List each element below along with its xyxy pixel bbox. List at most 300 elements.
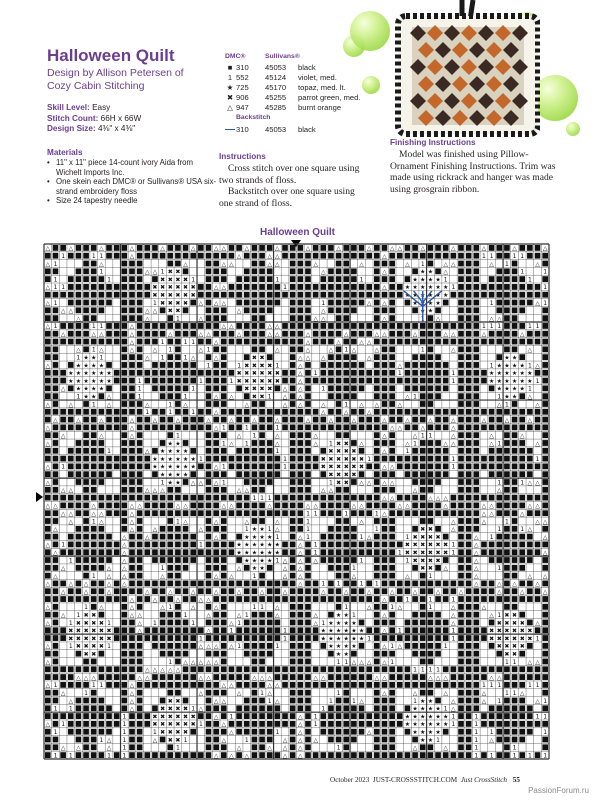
stitch-symbol: ★ bbox=[267, 541, 273, 549]
stitch-black bbox=[99, 596, 105, 602]
stitch-black bbox=[221, 495, 227, 501]
stitch-symbol: ★ bbox=[443, 292, 449, 300]
stitch-black bbox=[366, 713, 372, 719]
stitch-black bbox=[206, 518, 212, 524]
stitch-black bbox=[504, 503, 510, 509]
stitch-symbol: 1 bbox=[535, 323, 540, 331]
stitch-symbol: 1 bbox=[68, 619, 73, 627]
stitch-black bbox=[198, 682, 204, 688]
stitch-black bbox=[405, 378, 411, 384]
stitch-black bbox=[466, 292, 472, 298]
stitch-black bbox=[198, 503, 204, 509]
stitch-black bbox=[68, 534, 74, 540]
stitch-symbol: △ bbox=[213, 643, 219, 651]
stitch-symbol: 1 bbox=[229, 713, 234, 721]
stitch-symbol: ✖ bbox=[351, 448, 357, 456]
stitch-symbol: △ bbox=[275, 346, 280, 354]
stitch-black bbox=[420, 378, 426, 384]
stitch-symbol: △ bbox=[252, 416, 257, 424]
stitch-black bbox=[259, 659, 265, 665]
stitch-symbol: △ bbox=[213, 409, 219, 417]
stitch-black bbox=[68, 674, 74, 680]
stitch-black bbox=[244, 409, 250, 415]
stitch-symbol: 1 bbox=[527, 385, 532, 393]
stitch-symbol: 1 bbox=[321, 299, 326, 307]
stitch-black bbox=[519, 409, 525, 415]
stitch-black bbox=[473, 284, 479, 290]
stitch-black bbox=[359, 323, 365, 329]
stitch-black bbox=[428, 323, 434, 329]
stitch-symbol: ✖ bbox=[244, 385, 250, 393]
stitch-black bbox=[504, 253, 510, 259]
stitch-black bbox=[91, 456, 97, 462]
stitch-black bbox=[206, 378, 212, 384]
stitch-symbol: ★ bbox=[335, 611, 342, 619]
stitch-symbol: △ bbox=[106, 565, 112, 573]
stitch-black bbox=[298, 300, 304, 306]
stitch-black bbox=[190, 729, 196, 735]
stitch-black bbox=[206, 393, 212, 399]
stitch-symbol: △ bbox=[267, 682, 273, 690]
stitch-symbol: △ bbox=[320, 401, 326, 409]
stitch-symbol: 1 bbox=[374, 526, 379, 534]
stitch-black bbox=[76, 705, 82, 711]
stitch-symbol: ✖ bbox=[274, 370, 280, 378]
stitch-black bbox=[397, 339, 403, 345]
stitch-symbol: △ bbox=[152, 307, 158, 315]
stitch-black bbox=[236, 456, 242, 462]
stitch-black bbox=[374, 261, 380, 267]
stitch-symbol: ★ bbox=[412, 276, 418, 284]
stitch-black bbox=[374, 268, 380, 274]
stitch-symbol: 1 bbox=[520, 479, 525, 487]
stitch-black bbox=[114, 339, 120, 345]
stitch-black bbox=[83, 752, 89, 758]
stitch-black bbox=[466, 487, 472, 493]
stitch-black bbox=[527, 253, 533, 259]
stitch-black bbox=[167, 534, 173, 540]
stitch-black bbox=[290, 744, 296, 750]
stitch-black bbox=[458, 674, 464, 680]
stitch-black bbox=[542, 315, 548, 321]
stitch-black bbox=[473, 346, 479, 352]
stitch-black bbox=[129, 284, 135, 290]
stitch-black bbox=[45, 651, 51, 657]
stitch-black bbox=[60, 674, 66, 680]
stitch-black bbox=[114, 542, 120, 548]
stitch-black bbox=[343, 424, 349, 430]
stitch-symbol: 1 bbox=[451, 455, 456, 463]
stitch-black bbox=[512, 432, 518, 438]
stitch-black bbox=[45, 292, 51, 298]
stitch-black bbox=[91, 713, 97, 719]
stitch-black bbox=[389, 346, 395, 352]
stitch-black bbox=[236, 292, 242, 298]
stitch-black bbox=[535, 370, 541, 376]
stitch-black bbox=[397, 495, 403, 501]
stitch-black bbox=[167, 253, 173, 259]
stitch-symbol: 1 bbox=[336, 689, 341, 697]
stitch-symbol: ✖ bbox=[496, 627, 502, 635]
stitch-symbol: ✖ bbox=[175, 299, 181, 307]
stitch-symbol: ✖ bbox=[512, 643, 518, 651]
stitch-black bbox=[535, 627, 541, 633]
stitch-symbol: △ bbox=[382, 627, 387, 635]
stitch-symbol: △ bbox=[366, 245, 372, 253]
stitch-symbol: 1 bbox=[198, 377, 203, 385]
stitch-black bbox=[229, 542, 235, 548]
stitch-symbol: 1 bbox=[260, 604, 264, 612]
stitch-symbol: ★ bbox=[435, 284, 441, 292]
stitch-symbol: △ bbox=[313, 432, 318, 440]
stitch-black bbox=[458, 713, 464, 719]
stitch-black bbox=[374, 612, 380, 618]
stitch-black bbox=[45, 385, 51, 391]
stitch-black bbox=[420, 620, 426, 626]
stitch-black bbox=[443, 409, 449, 415]
stitch-black bbox=[53, 479, 59, 485]
stitch-black bbox=[290, 261, 296, 267]
stitch-symbol: ✖ bbox=[435, 533, 441, 541]
stitch-symbol: ★ bbox=[496, 362, 502, 370]
stitch-black bbox=[328, 588, 334, 594]
stitch-black bbox=[473, 643, 479, 649]
stitch-symbol: ★ bbox=[335, 619, 342, 627]
stitch-black bbox=[405, 362, 411, 368]
stitch-black bbox=[221, 604, 227, 610]
stitch-black bbox=[282, 581, 288, 587]
stitch-symbol: ✖ bbox=[91, 650, 97, 658]
stitch-symbol: ★ bbox=[175, 455, 181, 463]
stitch-black bbox=[106, 682, 112, 688]
stitch-black bbox=[106, 705, 112, 711]
stitch-symbol: △ bbox=[298, 713, 303, 721]
stitch-black bbox=[83, 276, 89, 282]
stitch-symbol: ✖ bbox=[259, 393, 265, 401]
stitch-black bbox=[320, 276, 326, 282]
stitch-black bbox=[175, 424, 181, 430]
stitch-symbol: 1 bbox=[168, 346, 173, 354]
stitch-black bbox=[428, 487, 434, 493]
stitch-black bbox=[198, 627, 204, 633]
stitch-black bbox=[351, 666, 357, 672]
stitch-black bbox=[122, 432, 128, 438]
stitch-symbol: ★ bbox=[519, 385, 525, 393]
stitch-black bbox=[152, 581, 158, 587]
stitch-black bbox=[206, 339, 212, 345]
stitch-symbol: 1 bbox=[306, 510, 310, 518]
stitch-symbol: ✖ bbox=[91, 643, 97, 651]
stitch-black bbox=[275, 503, 281, 509]
stitch-black bbox=[275, 752, 281, 758]
stitch-black bbox=[259, 705, 265, 711]
stitch-black bbox=[76, 300, 82, 306]
stitch-symbol: △ bbox=[106, 588, 112, 596]
stitch-black bbox=[359, 378, 365, 384]
stitch-symbol: △ bbox=[382, 284, 387, 292]
stitch-black bbox=[389, 627, 395, 633]
stitch-black bbox=[122, 643, 128, 649]
stitch-black bbox=[252, 487, 258, 493]
stitch-black bbox=[397, 674, 403, 680]
stitch-black bbox=[428, 510, 434, 516]
stitch-black bbox=[420, 643, 426, 649]
stitch-black bbox=[53, 674, 59, 680]
stitch-black bbox=[114, 292, 120, 298]
stitch-black bbox=[45, 354, 51, 360]
stitch-black bbox=[336, 378, 342, 384]
stitch-black bbox=[83, 698, 89, 704]
stitch-black bbox=[137, 362, 143, 368]
stitch-black bbox=[106, 503, 112, 509]
stitch-black bbox=[542, 479, 548, 485]
stitch-black bbox=[45, 495, 51, 501]
stitch-black bbox=[282, 245, 288, 251]
stitch-black bbox=[282, 378, 288, 384]
stitch-black bbox=[190, 627, 196, 633]
stitch-symbol: ★ bbox=[98, 370, 105, 378]
stitch-black bbox=[519, 534, 525, 540]
stitch-black bbox=[53, 737, 59, 743]
stitch-symbol: 1 bbox=[160, 268, 165, 276]
stitch-black bbox=[267, 510, 273, 516]
stitch-black bbox=[99, 721, 105, 727]
stitch-black bbox=[443, 339, 449, 345]
stitch-black bbox=[206, 245, 212, 251]
stitch-symbol: 1 bbox=[474, 728, 479, 736]
stitch-symbol: ✖ bbox=[106, 635, 112, 643]
stitch-black bbox=[129, 300, 135, 306]
stitch-black bbox=[290, 331, 296, 337]
stitch-black bbox=[68, 729, 74, 735]
stitch-black bbox=[351, 362, 357, 368]
stitch-symbol: △ bbox=[106, 401, 112, 409]
stitch-black bbox=[45, 573, 51, 579]
stitch-black bbox=[397, 752, 403, 758]
stitch-black bbox=[542, 526, 548, 532]
stitch-symbol: △ bbox=[213, 463, 219, 471]
stitch-black bbox=[389, 729, 395, 735]
stitch-symbol: ★ bbox=[159, 463, 166, 471]
stitch-black bbox=[298, 339, 304, 345]
stitch-black bbox=[91, 534, 97, 540]
stitch-black bbox=[512, 307, 518, 313]
stitch-black bbox=[489, 549, 495, 555]
stitch-symbol: △ bbox=[481, 245, 487, 253]
stitch-black bbox=[412, 752, 418, 758]
stitch-black bbox=[466, 690, 472, 696]
stitch-symbol: △ bbox=[382, 416, 387, 424]
stitch-symbol: 1 bbox=[244, 611, 249, 619]
stitch-black bbox=[519, 721, 525, 727]
stitch-black bbox=[114, 409, 120, 415]
stitch-black bbox=[167, 245, 173, 251]
stitch-symbol: 1 bbox=[53, 284, 58, 292]
stitch-black bbox=[542, 651, 548, 657]
stitch-symbol: △ bbox=[229, 502, 234, 510]
stitch-symbol: 1 bbox=[497, 682, 502, 690]
stitch-black bbox=[99, 456, 105, 462]
stitch-symbol: △ bbox=[122, 541, 127, 549]
stitch-black bbox=[290, 268, 296, 274]
stitch-symbol: 1 bbox=[175, 744, 180, 752]
stitch-symbol: ✖ bbox=[443, 541, 449, 549]
stitch-symbol: 1 bbox=[443, 643, 448, 651]
stitch-symbol: △ bbox=[99, 260, 104, 268]
stitch-black bbox=[213, 557, 219, 563]
stitch-symbol: △ bbox=[351, 346, 357, 354]
stitch-black bbox=[259, 744, 265, 750]
stitch-black bbox=[190, 331, 196, 337]
stitch-black bbox=[229, 510, 235, 516]
stitch-black bbox=[473, 276, 479, 282]
stitch-black bbox=[420, 479, 426, 485]
stitch-symbol: ★ bbox=[182, 471, 189, 479]
stitch-black bbox=[290, 393, 296, 399]
stitch-black bbox=[160, 627, 166, 633]
stitch-black bbox=[290, 510, 296, 516]
stitch-symbol: 1 bbox=[482, 253, 486, 261]
stitch-black bbox=[504, 698, 510, 704]
stitch-symbol: △ bbox=[76, 744, 81, 752]
stitch-symbol: ★ bbox=[504, 377, 510, 385]
stitch-black bbox=[435, 752, 441, 758]
stitch-black bbox=[542, 440, 548, 446]
stitch-black bbox=[343, 557, 349, 563]
stitch-black bbox=[91, 315, 97, 321]
stitch-black bbox=[122, 409, 128, 415]
stitch-black bbox=[496, 456, 502, 462]
stitch-black bbox=[359, 362, 365, 368]
stitch-symbol: △ bbox=[443, 494, 449, 502]
stitch-black bbox=[320, 542, 326, 548]
stitch-black bbox=[122, 526, 128, 532]
stitch-black bbox=[114, 245, 120, 251]
stitch-symbol: ✖ bbox=[512, 650, 518, 658]
stitch-symbol: △ bbox=[366, 409, 372, 417]
stitch-symbol: 1 bbox=[336, 658, 341, 666]
stitch-black bbox=[267, 581, 273, 587]
stitch-black bbox=[466, 362, 472, 368]
stitch-symbol: △ bbox=[382, 268, 387, 276]
stitch-symbol: △ bbox=[68, 697, 74, 705]
stitch-symbol: △ bbox=[53, 572, 58, 580]
stitch-black bbox=[351, 752, 357, 758]
stitch-symbol: ✖ bbox=[68, 635, 74, 643]
stitch-black bbox=[267, 729, 273, 735]
stitch-black bbox=[60, 635, 66, 641]
stitch-symbol: △ bbox=[351, 658, 357, 666]
stitch-black bbox=[412, 627, 418, 633]
stitch-black bbox=[190, 752, 196, 758]
stitch-black bbox=[76, 253, 82, 259]
stitch-symbol: ★ bbox=[236, 541, 242, 549]
stitch-black bbox=[512, 596, 518, 602]
stitch-black bbox=[343, 268, 349, 274]
stitch-black bbox=[152, 534, 158, 540]
stitch-black bbox=[144, 721, 150, 727]
stitch-black bbox=[298, 456, 304, 462]
stitch-black bbox=[221, 666, 227, 672]
stitch-black bbox=[382, 503, 388, 509]
stitch-black bbox=[144, 339, 150, 345]
stitch-symbol: △ bbox=[382, 611, 387, 619]
stitch-symbol: △ bbox=[152, 596, 158, 604]
stitch-symbol: 1 bbox=[99, 682, 104, 690]
stitch-black bbox=[190, 370, 196, 376]
stitch-symbol: △ bbox=[489, 432, 494, 440]
stitch-symbol: △ bbox=[397, 604, 403, 612]
stitch-black bbox=[91, 268, 97, 274]
stitch-symbol: ★ bbox=[182, 455, 189, 463]
stitch-black bbox=[244, 331, 250, 337]
stitch-black bbox=[305, 253, 311, 259]
stitch-black bbox=[45, 752, 51, 758]
stitch-black bbox=[542, 432, 548, 438]
stitch-black bbox=[259, 276, 265, 282]
stitch-symbol: 1 bbox=[451, 377, 456, 385]
stitch-black bbox=[190, 424, 196, 430]
stitch-black bbox=[129, 292, 135, 298]
stitch-black bbox=[519, 752, 525, 758]
stitch-symbol: △ bbox=[374, 346, 380, 354]
stitch-symbol: △ bbox=[213, 284, 219, 292]
stitch-black bbox=[290, 253, 296, 259]
stitch-black bbox=[389, 565, 395, 571]
stitch-black bbox=[496, 471, 502, 477]
stitch-black bbox=[221, 612, 227, 618]
stitch-black bbox=[91, 581, 97, 587]
stitch-symbol: 1 bbox=[306, 518, 310, 526]
stitch-symbol: △ bbox=[221, 502, 227, 510]
stitch-black bbox=[275, 292, 281, 298]
stitch-symbol: 1 bbox=[505, 401, 509, 409]
stitch-black bbox=[83, 323, 89, 329]
stitch-symbol: △ bbox=[412, 487, 418, 495]
stitch-black bbox=[435, 698, 441, 704]
stitch-black bbox=[374, 503, 380, 509]
stitch-black bbox=[114, 463, 120, 469]
stitch-black bbox=[428, 581, 434, 587]
stitch-black bbox=[213, 401, 219, 407]
stitch-symbol: ✖ bbox=[190, 713, 196, 721]
stitch-black bbox=[137, 752, 143, 758]
stitch-black bbox=[542, 471, 548, 477]
key-row-backstitch: 310 45053 black bbox=[225, 125, 395, 135]
stitch-symbol: △ bbox=[382, 643, 387, 651]
stitch-black bbox=[83, 659, 89, 665]
stitch-black bbox=[229, 674, 235, 680]
stitch-black bbox=[405, 510, 411, 516]
stitch-black bbox=[435, 253, 441, 259]
stitch-black bbox=[374, 432, 380, 438]
stitch-symbol: ★ bbox=[68, 370, 74, 378]
stitch-symbol: ✖ bbox=[343, 463, 349, 471]
stitch-black bbox=[221, 331, 227, 337]
stitch-symbol: ✖ bbox=[351, 455, 357, 463]
stitch-symbol: ★ bbox=[159, 455, 166, 463]
stitch-black bbox=[137, 276, 143, 282]
stitch-symbol: △ bbox=[496, 674, 502, 682]
stitch-black bbox=[305, 268, 311, 274]
stitch-black bbox=[267, 276, 273, 282]
stitch-symbol: 1 bbox=[512, 658, 517, 666]
stitch-symbol: 1 bbox=[344, 658, 349, 666]
stitch-symbol: △ bbox=[527, 346, 533, 354]
stitch-black bbox=[221, 487, 227, 493]
stitch-black bbox=[244, 292, 250, 298]
stitch-symbol: 1 bbox=[535, 682, 540, 690]
